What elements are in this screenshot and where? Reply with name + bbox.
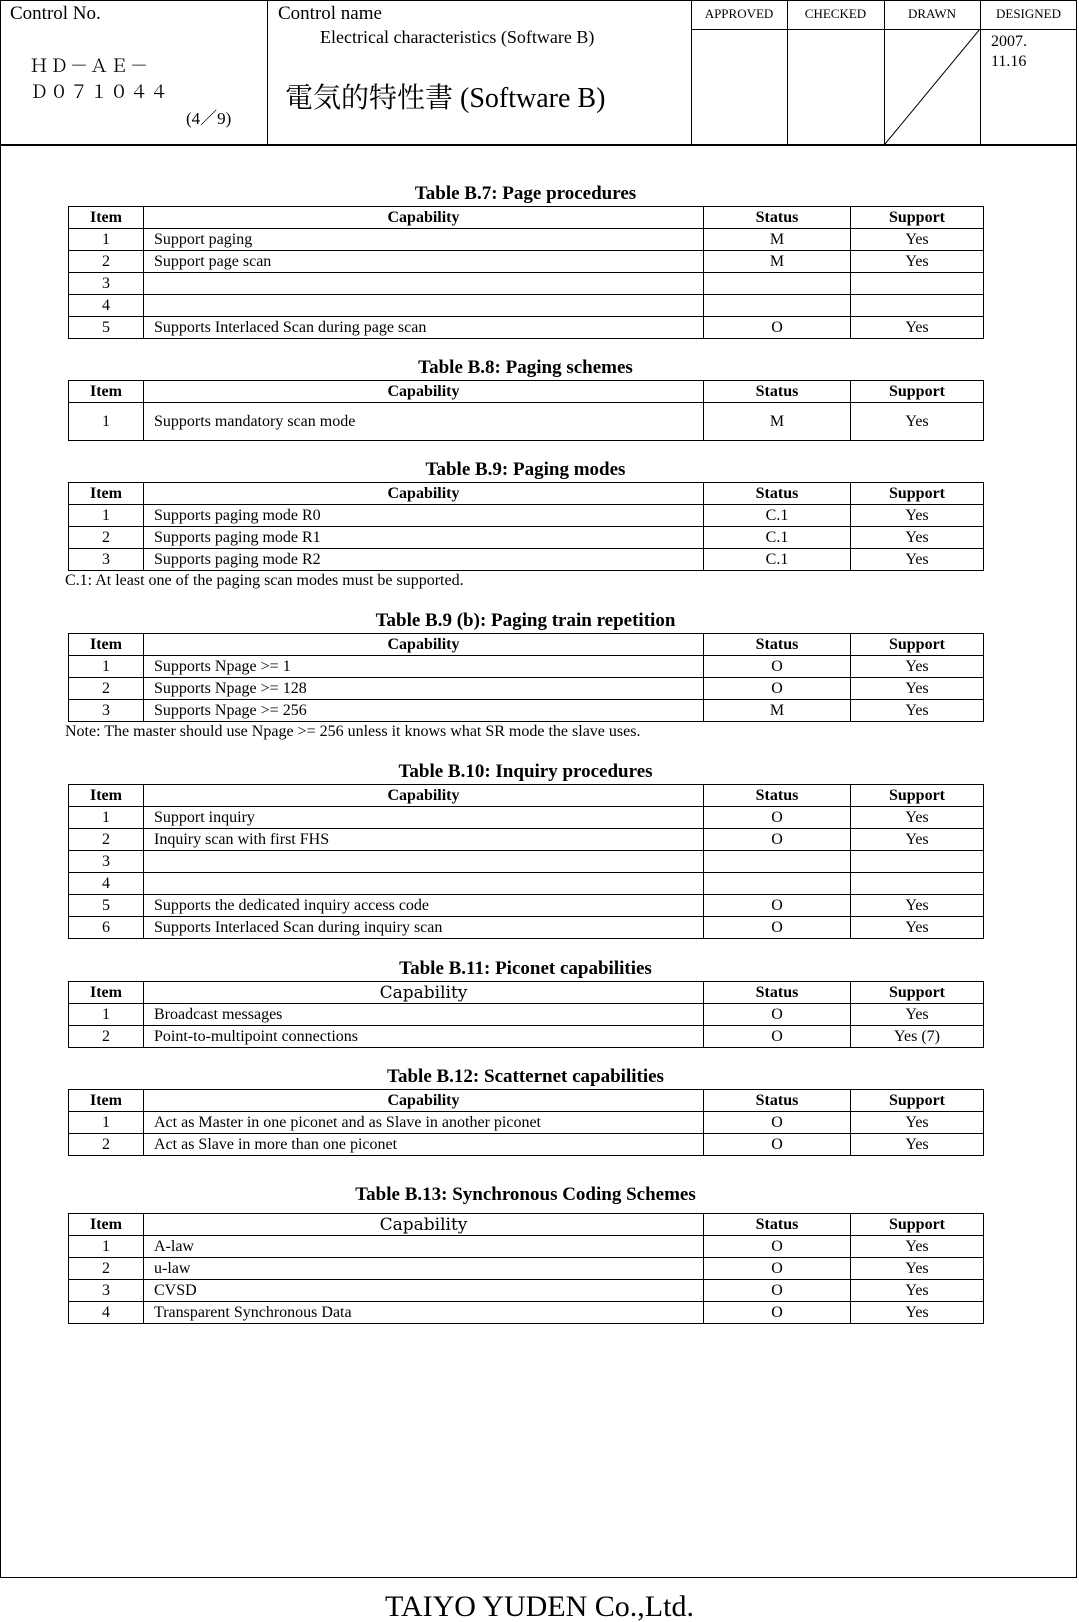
table-row [69,1026,984,1048]
cell-capability [144,295,704,317]
header-status: Status [704,483,851,505]
drawn-label: DRAWN [907,6,957,21]
cell-status: C.1 [704,505,851,527]
cell-item: 1 [69,505,144,527]
cell-capability: Transparent Synchronous Data [144,1302,704,1324]
table-row [69,295,984,317]
header-item: Item [69,1214,144,1236]
cell-item: 3 [69,851,144,873]
cell-status [704,873,851,895]
control-name-en: Electrical characteristics (Software B) [320,27,595,47]
cell-item: 2 [69,527,144,549]
control-name-label: Control name [278,3,382,24]
table-header-row [69,381,984,403]
cell-support: Yes [851,251,984,273]
cell-capability: Supports paging mode R0 [144,505,704,527]
cell-support: Yes [851,527,984,549]
table-title: Table B.12: Scatternet capabilities [387,1066,664,1087]
cell-item: 1 [69,1236,144,1258]
table-row [69,700,984,722]
cell-support: Yes [851,895,984,917]
cell-status: O [704,1112,851,1134]
table-row [69,1112,984,1134]
header-capability: Capability [144,1090,704,1112]
cell-item: 1 [69,229,144,251]
cell-support [851,851,984,873]
cell-status: O [704,317,851,339]
cell-item: 4 [69,1302,144,1324]
table-row [69,851,984,873]
header-status: Status [704,634,851,656]
header-capability: Capability [144,207,704,229]
cell-capability: Act as Master in one piconet and as Slave in another piconet [144,1112,704,1134]
cell-support: Yes [851,700,984,722]
cell-capability: u-law [144,1258,704,1280]
cell-support: Yes [851,1302,984,1324]
table-title: Table B.13: Synchronous Coding Schemes [355,1184,696,1205]
table-title: Table B.11: Piconet capabilities [399,958,652,979]
table-note: Note: The master should use Npage >= 256 unless it knows what SR mode the slave uses. [65,723,641,740]
header-capability: Capability [144,634,704,656]
cell-status: O [704,656,851,678]
capability-table [68,1213,984,1324]
table-header-row [69,982,984,1004]
capability-table [68,784,984,939]
header-item: Item [69,207,144,229]
cell-item: 1 [69,807,144,829]
table-block [65,458,983,591]
table-row [69,229,984,251]
header-item: Item [69,1090,144,1112]
table-block [68,1183,983,1324]
header-item: Item [69,483,144,505]
cell-support: Yes [851,678,984,700]
cell-item: 4 [69,295,144,317]
cell-status: O [704,829,851,851]
table-row [69,549,984,571]
table-row [69,317,984,339]
table-row [69,1258,984,1280]
table-row [69,807,984,829]
approved-label: APPROVED [704,6,774,21]
cell-support: Yes [851,1280,984,1302]
cell-item: 5 [69,317,144,339]
cell-item: 5 [69,895,144,917]
table-block [65,609,983,742]
header-support: Support [851,785,984,807]
cell-status [704,273,851,295]
table-row [69,873,984,895]
table-block [68,356,983,441]
header-divider [0,144,1077,146]
cell-support: Yes [851,549,984,571]
cell-status: C.1 [704,549,851,571]
cell-status: O [704,1134,851,1156]
capability-table [68,482,984,571]
checked-label: CHECKED [804,6,867,21]
cell-status: M [704,229,851,251]
header-status: Status [704,1214,851,1236]
cell-item: 1 [69,403,144,441]
table-row [69,895,984,917]
company-name: TAIYO YUDEN Co.,Ltd. [385,1590,694,1622]
table-block [68,957,983,1048]
cell-item: 2 [69,1258,144,1280]
cell-support: Yes [851,829,984,851]
cell-capability: Support paging [144,229,704,251]
table-row [69,656,984,678]
header-status: Status [704,1090,851,1112]
designed-label: DESIGNED [996,6,1061,21]
control-name-jp: 電気的特性書 (Software B) [285,83,606,114]
cell-capability: Support page scan [144,251,704,273]
header-status: Status [704,207,851,229]
table-header-row [69,1090,984,1112]
table-header-row [69,785,984,807]
cell-capability: Supports Npage >= 1 [144,656,704,678]
capability-table [68,981,984,1048]
table-title: Table B.8: Paging schemes [418,357,633,378]
cell-support: Yes [851,656,984,678]
header-capability: Capability [144,381,704,403]
header-support: Support [851,1214,984,1236]
cell-support: Yes [851,317,984,339]
cell-capability: Supports Interlaced Scan during page scan [144,317,704,339]
cell-support: Yes [851,1112,984,1134]
header-capability: Capability [144,483,704,505]
cell-capability: CVSD [144,1280,704,1302]
header-support: Support [851,483,984,505]
cell-status: O [704,1302,851,1324]
cell-item: 3 [69,549,144,571]
cell-status [704,851,851,873]
capability-table [68,1089,984,1156]
table-title: Table B.10: Inquiry procedures [398,761,653,782]
table-row [69,273,984,295]
table-header-row [69,1214,984,1236]
control-no-line2: Ｄ０７１０４４ [30,82,170,102]
header-item: Item [69,785,144,807]
capability-table [68,380,984,441]
table-title: Table B.7: Page procedures [414,183,637,204]
table-title: Table B.9: Paging modes [425,459,626,480]
table-title: Table B.9 (b): Paging train repetition [375,610,676,631]
cell-capability: Supports the dedicated inquiry access code [144,895,704,917]
header-status: Status [704,785,851,807]
cell-support [851,295,984,317]
cell-capability: A-law [144,1236,704,1258]
table-row [69,678,984,700]
table-row [69,251,984,273]
table-header-row [69,207,984,229]
cell-support [851,273,984,295]
header-capability: Capability [144,785,704,807]
table-note: C.1: At least one of the paging scan modes must be supported. [65,572,464,589]
capability-table [68,633,984,722]
table-row [69,505,984,527]
cell-status: C.1 [704,527,851,549]
cell-status: O [704,807,851,829]
control-no-line1: ＨＤ－ＡＥ－ [30,56,150,76]
designed-date-day: 11.16 [991,53,1027,70]
cell-status: O [704,895,851,917]
table-row [69,829,984,851]
cell-status: O [704,917,851,939]
cell-capability: Supports paging mode R2 [144,549,704,571]
header-divider [267,0,268,144]
cell-capability: Broadcast messages [144,1004,704,1026]
cell-capability: Supports Npage >= 256 [144,700,704,722]
cell-item: 2 [69,1134,144,1156]
cell-status: M [704,251,851,273]
cell-support: Yes [851,917,984,939]
table-header-row [69,483,984,505]
cell-support: Yes [851,1258,984,1280]
page-number: (4／9) [186,109,232,128]
header-support: Support [851,982,984,1004]
capability-table [68,206,984,339]
cell-support: Yes [851,1004,984,1026]
cell-item: 3 [69,700,144,722]
cell-item: 3 [69,1280,144,1302]
header-capability: Capability [144,982,704,1004]
cell-status [704,295,851,317]
table-row [69,527,984,549]
cell-support: Yes [851,229,984,251]
cell-capability: Supports Interlaced Scan during inquiry scan [144,917,704,939]
header-support: Support [851,1090,984,1112]
cell-item: 6 [69,917,144,939]
cell-status: O [704,1280,851,1302]
cell-support: Yes [851,505,984,527]
cell-item: 2 [69,1026,144,1048]
table-header-row [69,634,984,656]
cell-item: 2 [69,829,144,851]
header-capability: Capability [144,1214,704,1236]
cell-capability: Supports Npage >= 128 [144,678,704,700]
cell-capability: Support inquiry [144,807,704,829]
table-row [69,403,984,441]
cell-status: O [704,678,851,700]
header-support: Support [851,381,984,403]
cell-status: O [704,1258,851,1280]
table-row [69,1134,984,1156]
table-row [69,1004,984,1026]
cell-support: Yes [851,1236,984,1258]
cell-capability: Act as Slave in more than one piconet [144,1134,704,1156]
cell-support: Yes (7) [851,1026,984,1048]
cell-item: 3 [69,273,144,295]
header-item: Item [69,381,144,403]
cell-item: 1 [69,656,144,678]
table-block [68,182,983,339]
control-no-label: Control No. [10,3,101,24]
cell-support: Yes [851,807,984,829]
table-block [68,760,983,939]
header-status: Status [704,982,851,1004]
table-row [69,1302,984,1324]
drawn-slash [884,29,981,144]
cell-status: O [704,1026,851,1048]
cell-capability [144,873,704,895]
cell-capability: Inquiry scan with first FHS [144,829,704,851]
cell-capability [144,851,704,873]
table-row [69,1280,984,1302]
cell-capability: Point-to-multipoint connections [144,1026,704,1048]
cell-item: 1 [69,1004,144,1026]
cell-capability [144,273,704,295]
cell-status: O [704,1004,851,1026]
header-item: Item [69,634,144,656]
cell-item: 2 [69,251,144,273]
cell-status: O [704,1236,851,1258]
cell-support [851,873,984,895]
table-row [69,1236,984,1258]
header-status: Status [704,381,851,403]
table-row [69,917,984,939]
cell-capability: Supports mandatory scan mode [144,403,704,441]
cell-item: 1 [69,1112,144,1134]
cell-status: M [704,700,851,722]
designed-date-year: 2007. [991,33,1027,50]
cell-item: 4 [69,873,144,895]
table-block [68,1065,983,1156]
header-support: Support [851,634,984,656]
cell-capability: Supports paging mode R1 [144,527,704,549]
cell-item: 2 [69,678,144,700]
cell-support: Yes [851,403,984,441]
cell-support: Yes [851,1134,984,1156]
header-item: Item [69,982,144,1004]
cell-status: M [704,403,851,441]
header-support: Support [851,207,984,229]
